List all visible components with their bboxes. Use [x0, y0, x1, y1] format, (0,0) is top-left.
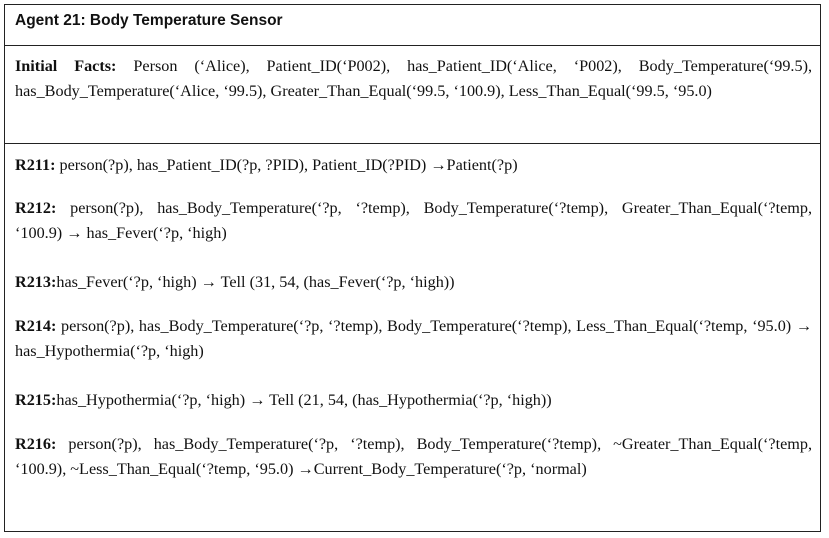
- rule-r211: [15, 153, 812, 178]
- rules-row: [5, 144, 820, 531]
- facts-label: Initial Facts:: [15, 57, 117, 75]
- initial-facts: [15, 54, 812, 104]
- rule-text: person(?p), has_Body_Temperature(‘?p, ‘?temp), Body_Temperature(‘?temp), Less_Than_Equal(‘?temp, ‘95.0) → has_Hypothermia(‘?p, ‘high): [15, 317, 813, 360]
- table-title: Agent 21: Body Temperature Sensor: [15, 12, 283, 29]
- rule-label: R216:: [15, 435, 57, 453]
- rule-r212: [15, 196, 812, 246]
- rule-text: has_Hypothermia(‘?p, ‘high) → Tell (21, 54, (has_Hypothermia(‘?p, ‘high)): [56, 391, 552, 409]
- rule-label: R211:: [15, 156, 56, 174]
- rule-r215: [15, 388, 812, 413]
- facts-text: Person (‘Alice), Patient_ID(‘P002), has_Patient_ID(‘Alice, ‘P002), Body_Temperature(‘99.5), has_Body_Temperature(‘Alice, ‘99.5), Greater_Than_Equal(‘99.5, ‘100.9), Less_Than_Equal(‘99.5, ‘95.0): [15, 57, 813, 100]
- title-row: [5, 5, 820, 46]
- rule-r216: [15, 432, 812, 482]
- rule-label: R215:: [15, 391, 57, 409]
- agent-table: [4, 4, 821, 532]
- rule-label: R213:: [15, 273, 57, 291]
- rule-text: person(?p), has_Patient_ID(?p, ?PID), Patient_ID(?PID) →Patient(?p): [59, 156, 518, 174]
- rule-text: has_Fever(‘?p, ‘high) → Tell (31, 54, (has_Fever(‘?p, ‘high)): [56, 273, 455, 291]
- rule-label: R212:: [15, 199, 57, 217]
- rule-text: person(?p), has_Body_Temperature(‘?p, ‘?temp), Body_Temperature(‘?temp), Greater_Than_Equal(‘?temp, ‘100.9) → has_Fever(‘?p, ‘high): [15, 199, 813, 242]
- rule-text: person(?p), has_Body_Temperature(‘?p, ‘?temp), Body_Temperature(‘?temp), ~Greater_Than_Equal(‘?temp, ‘100.9), ~Less_Than_Equal(‘?temp, ‘95.0) →Current_Body_Temperature(‘?p, ‘normal): [15, 435, 813, 478]
- rule-r213: [15, 270, 812, 295]
- rule-label: R214:: [15, 317, 57, 335]
- rule-r214: [15, 314, 812, 364]
- facts-row: [5, 46, 820, 144]
